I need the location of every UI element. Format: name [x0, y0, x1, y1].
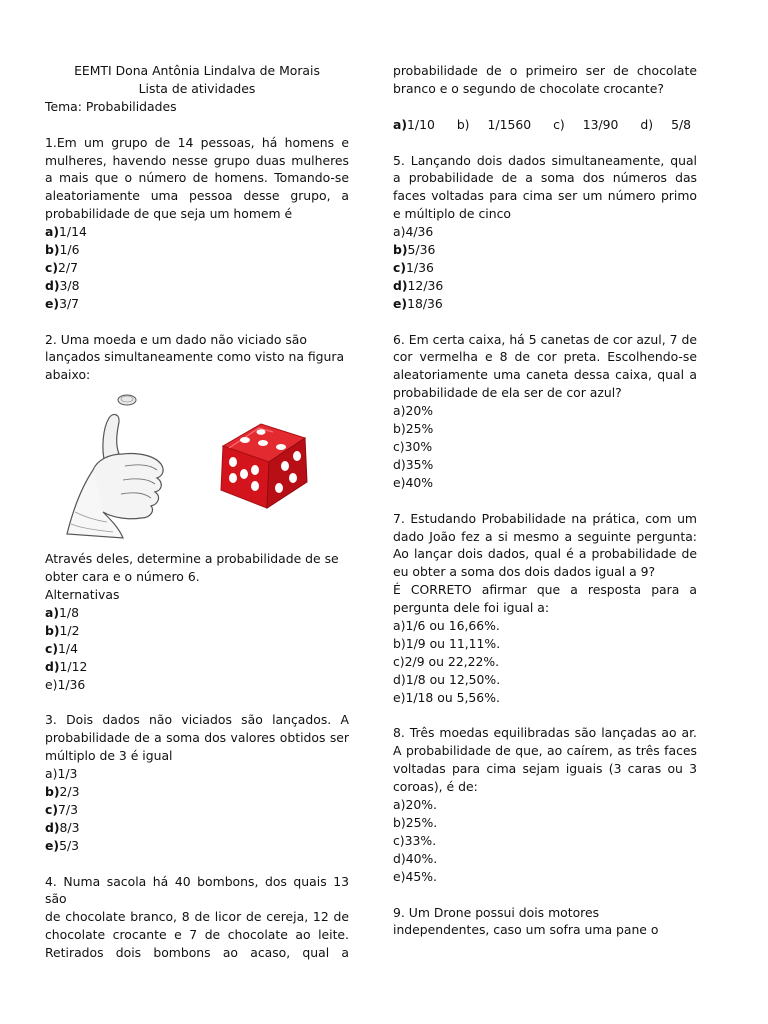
question-2-line: Através deles, determine a probabilidade de se [45, 551, 339, 567]
question-7-line: É CORRETO afirmar que a resposta para a [393, 582, 697, 598]
question-2-line: lançados simultaneamente como visto na figura [45, 349, 345, 365]
question-2-line: abaixo: [45, 367, 91, 383]
option-a: a)1/6 ou 16,66%. [393, 618, 500, 634]
option-b: b)1/9 ou 11,11%. [393, 635, 501, 651]
left-column [45, 62, 349, 962]
question-6-line: 6. Em certa caixa, há 5 canetas de cor azul, 7 de [393, 331, 697, 347]
option-d: d) 5/8 [640, 116, 692, 132]
question-5-line: e múltiplo de cinco [393, 206, 511, 222]
option-c: c)2/7 [45, 259, 78, 275]
question-9 [393, 904, 697, 940]
hand-flipping-coin-icon [53, 392, 173, 540]
school-name: EEMTI Dona Antônia Lindalva de Morais [74, 63, 320, 78]
question-5-line: 5. Lançando dois dados simultaneamente, qual [393, 152, 697, 168]
option-e: e)45%. [393, 868, 437, 884]
option-d: d)3/8 [45, 277, 80, 293]
question-8-line: A probabilidade de que, ao caírem, as três faces [393, 743, 697, 759]
option-b: b)2/3 [45, 784, 80, 800]
question-8-line: 8. Três moedas equilibradas são lançadas ao ar. [393, 725, 697, 741]
option-e: e)1/18 ou 5,56%. [393, 689, 500, 705]
option-a: a)1/10 [393, 116, 435, 132]
question-9-line: independentes, caso um sofra uma pane o [393, 922, 659, 938]
option-a: a)1/14 [45, 224, 87, 240]
option-b: b) 1/1560 [456, 116, 532, 132]
option-a: a)20%. [393, 797, 437, 813]
option-b: b)1/6 [45, 242, 80, 258]
option-c: c)30% [393, 438, 433, 454]
option-d: d)35% [393, 456, 434, 472]
question-2-line: 2. Uma moeda e um dado não viciado são [45, 331, 307, 347]
question-1 [45, 134, 349, 313]
question-8 [393, 724, 697, 885]
question-7 [393, 510, 697, 707]
question-3-line: 3. Dois dados não viciados são lançados. A [45, 712, 349, 728]
option-e: e)1/36 [45, 676, 86, 692]
question-2-line: obter cara e o número 6. [45, 569, 200, 585]
option-d: d)1/8 ou 12,50%. [393, 671, 501, 687]
question-5-line: a probabilidade de a soma dos números das [393, 170, 697, 186]
option-b: b)25%. [393, 814, 438, 830]
question-4-line: 4. Numa sacola há 40 bombons, dos quais 13 são [45, 873, 349, 907]
option-a: a)1/3 [45, 766, 78, 782]
question-2-line: Alternativas [45, 587, 120, 603]
question-7-line: pergunta dele foi igual a: [393, 600, 550, 616]
right-column [393, 62, 697, 939]
question-3-line: múltiplo de 3 é igual [45, 748, 173, 764]
question-7-line: 7. Estudando Probabilidade na prática, com um [393, 510, 697, 526]
question-6 [393, 331, 697, 492]
question-1-line: probabilidade de que seja um homem é [45, 206, 293, 222]
question-1-line: aleatoriamente uma pessoa desse grupo, a [45, 188, 349, 204]
question-9-line: 9. Um Drone possui dois motores [393, 904, 600, 920]
option-c: c)7/3 [45, 801, 78, 817]
question-7-line: Ao lançar dois dados, qual é a probabilidade de [393, 546, 697, 562]
question-8-line: voltadas para cima sejam iguais (3 caras ou 3 [393, 761, 697, 777]
option-d: d)12/36 [393, 277, 444, 293]
theme-title: Tema: Probabilidades [45, 98, 177, 114]
option-c: c)2/9 ou 22,22%. [393, 653, 500, 669]
red-dice-icon [213, 416, 313, 512]
question-4 [45, 873, 349, 963]
question-1-line: 1.Em um grupo de 14 pessoas, há homens e [45, 134, 349, 150]
question-1-line: a mais que o número de homens. Tomando-se [45, 170, 349, 186]
option-b: b)5/36 [393, 242, 436, 258]
question-4-options [393, 116, 697, 134]
option-e: e)40% [393, 474, 434, 490]
question-7-line: eu obter a soma dos dois dados igual a 9? [393, 564, 656, 580]
question-3-line: probabilidade de a soma dos valores obtidos ser [45, 730, 349, 746]
question-5 [393, 152, 697, 313]
question-4-line: de chocolate branco, 8 de licor de cereja, 12 de [45, 909, 349, 925]
option-b: b)1/2 [45, 622, 80, 638]
option-d: d)1/12 [45, 658, 88, 674]
option-c: c)1/4 [45, 640, 78, 656]
question-7-line: dado João fez a si mesmo a seguinte pergunta: [393, 528, 697, 544]
option-c: c)33%. [393, 832, 437, 848]
question-5-line: faces voltadas para cima ser um número primo [393, 188, 697, 204]
coin-and-dice-figure [45, 390, 349, 542]
question-6-line: cor vermelha e 8 de cor preta. Escolhendo-se [393, 349, 697, 365]
question-6-line: probabilidade de ela ser de cor azul? [393, 385, 622, 401]
option-d: d)40%. [393, 850, 438, 866]
question-6-line: aleatoriamente uma caneta dessa caixa, qual a [393, 367, 697, 383]
option-e: e)3/7 [45, 295, 80, 311]
question-8-line: coroas), é de: [393, 779, 478, 795]
option-a: a)20% [393, 403, 433, 419]
option-e: e)18/36 [393, 295, 443, 311]
option-a: a)1/8 [45, 605, 79, 620]
question-4-line: chocolate crocante e 7 de chocolate ao leite. [45, 927, 349, 943]
option-d: d)8/3 [45, 819, 80, 835]
question-3 [45, 711, 349, 854]
option-a: a)4/36 [393, 224, 434, 240]
question-1-line: mulheres, havendo nesse grupo duas mulheres [45, 152, 349, 168]
question-2 [45, 331, 349, 694]
question-4-line: probabilidade de o primeiro ser de chocolate [393, 63, 697, 78]
option-b: b)25% [393, 421, 434, 437]
question-4-line: Retirados dois bombons ao acaso, qual a [45, 945, 349, 961]
list-title: Lista de atividades [138, 80, 256, 96]
question-4-continued [393, 62, 697, 134]
option-c: c)1/36 [393, 259, 434, 275]
question-4-line: branco e o segundo de chocolate crocante? [393, 80, 664, 96]
option-c: c) 13/90 [553, 116, 619, 132]
option-e: e)5/3 [45, 837, 80, 853]
